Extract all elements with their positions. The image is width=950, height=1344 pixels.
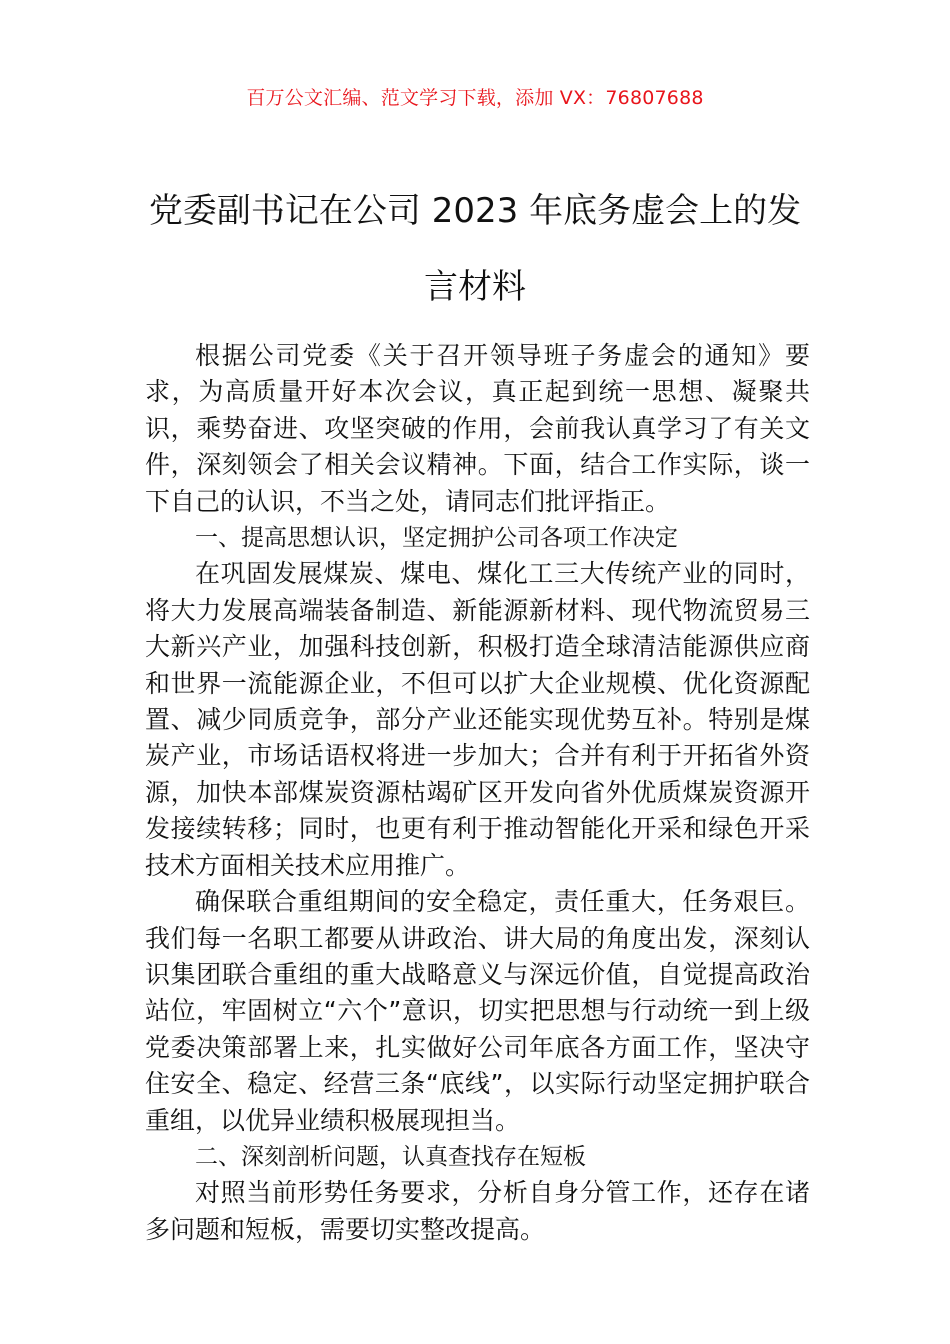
body-paragraph: 对照当前形势任务要求，分析自身分管工作，还存在诸多问题和短板，需要切实整改提高。	[145, 1178, 810, 1244]
header-watermark-note: 百万公文汇编、范文学习下载，添加 VX：76807688	[246, 87, 704, 109]
body-paragraph: 在巩固发展煤炭、煤电、煤化工三大传统产业的同时，将大力发展高端装备制造、新能源新材料、现代物流贸易三大新兴产业，加强科技创新，积极打造全球清洁能源供应商和世界一流能源企业，不但可以扩大企业规模、优化资源配置、减少同质竞争，部分产业还能实现优势互补。特别是煤炭产业，市场话语权将进一步加大；合并有利于开拓省外资源，加快本部煤炭资源枯竭矿区开发向省外优质煤炭资源开发接续转移；同时，也更有利于推动智能化开采和绿色开采技术方面相关技术应用推广。	[145, 559, 810, 880]
body-paragraph: 确保联合重组期间的安全稳定，责任重大，任务艰巨。我们每一名职工都要从讲政治、讲大局的角度出发，深刻认识集团联合重组的重大战略意义与深远价值，自觉提高政治站位，牢固树立“六个”意识，切实把思想与行动统一到上级党委决策部署上来，扎实做好公司年底各方面工作，坚决守住安全、稳定、经营三条“底线”，以实际行动坚定拥护联合重组，以优异业绩积极展现担当。	[145, 887, 810, 1135]
section-heading-1: 一、提高思想认识，坚定拥护公司各项工作决定	[195, 525, 678, 552]
document-body	[145, 338, 810, 1248]
document-title: 党委副书记在公司 2023 年底务虚会上的发言材料	[148, 191, 802, 307]
section-heading-2: 二、深刻剖析问题，认真查找存在短板	[195, 1143, 586, 1170]
intro-paragraph: 根据公司党委《关于召开领导班子务虚会的通知》要求，为高质量开好本次会议，真正起到统一思想、凝聚共识，乘势奋进、攻坚突破的作用，会前我认真学习了有关文件，深刻领会了相关会议精神。下面，结合工作实际，谈一下自己的认识，不当之处，请同志们批评指正。	[145, 341, 810, 516]
